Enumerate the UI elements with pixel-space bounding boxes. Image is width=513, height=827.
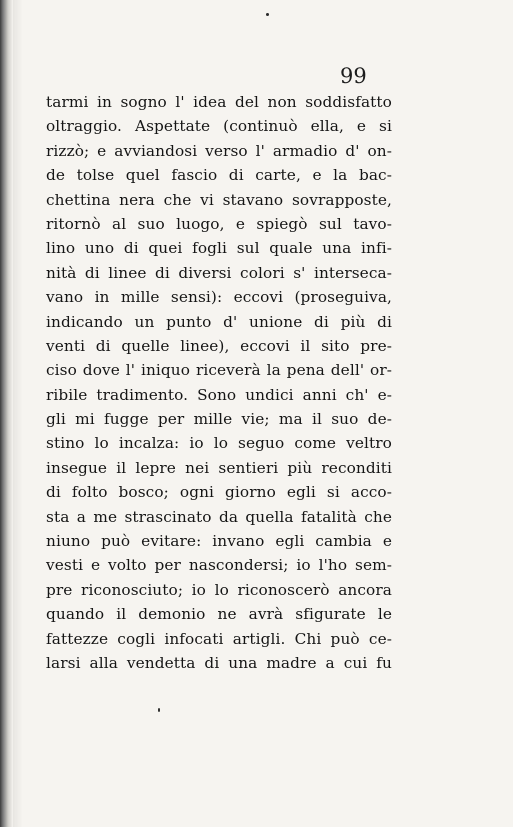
text-line: stino lo incalza: io lo seguo come veltro xyxy=(46,434,392,453)
text-line: sta a me strascinato da quella fatalità che xyxy=(46,507,392,526)
ink-speck xyxy=(266,13,269,16)
text-line: insegue il lepre nei sentieri più reconditi xyxy=(46,458,392,477)
text-line: di folto bosco; ogni giorno egli si acco- xyxy=(46,483,392,502)
text-line: quando il demonio ne avrà sfigurate le xyxy=(46,605,392,624)
page-number: 99 xyxy=(340,64,367,88)
text-line: niuno può evitare: invano egli cambia e xyxy=(46,532,392,551)
text-line: fattezze cogli infocati artigli. Chi può ce- xyxy=(46,629,392,648)
text-line: rizzò; e avviandosi verso l' armadio d' on- xyxy=(46,141,392,160)
text-line: ritornò al suo luogo, e spiegò sul tavo- xyxy=(46,214,392,233)
text-line: ciso dove l' iniquo riceverà la pena dell' or- xyxy=(46,361,392,380)
text-line: gli mi fugge per mille vie; ma il suo de- xyxy=(46,410,392,429)
text-line: lino uno di quei fogli sul quale una infi- xyxy=(46,239,392,258)
text-line: ribile tradimento. Sono undici anni ch' e- xyxy=(46,385,392,404)
text-line: vesti e volto per nascondersi; io l'ho sem- xyxy=(46,556,392,575)
text-line: tarmi in sogno l' idea del non soddisfatto xyxy=(46,93,392,111)
ink-speck xyxy=(158,708,160,712)
body-text xyxy=(46,90,392,675)
text-line: pre riconosciuto; io lo riconoscerò ancora xyxy=(46,580,392,599)
text-line: venti di quelle linee), eccovi il sito pre- xyxy=(46,336,392,355)
text-line: chettina nera che vi stavano sovrapposte, xyxy=(46,190,392,209)
book-spine-edge xyxy=(0,0,13,827)
text-line: de tolse quel fascio di carte, e la bac- xyxy=(46,166,392,185)
text-line: indicando un punto d' unione di più di xyxy=(46,312,392,331)
text-line: oltraggio. Aspettate (continuò ella, e si xyxy=(46,117,392,136)
gutter-shadow xyxy=(13,0,23,827)
text-line: larsi alla vendetta di una madre a cui fu xyxy=(46,653,392,672)
text-line: vano in mille sensi): eccovi (proseguiva, xyxy=(46,288,392,307)
text-line: nità di linee di diversi colori s' interseca- xyxy=(46,263,392,282)
